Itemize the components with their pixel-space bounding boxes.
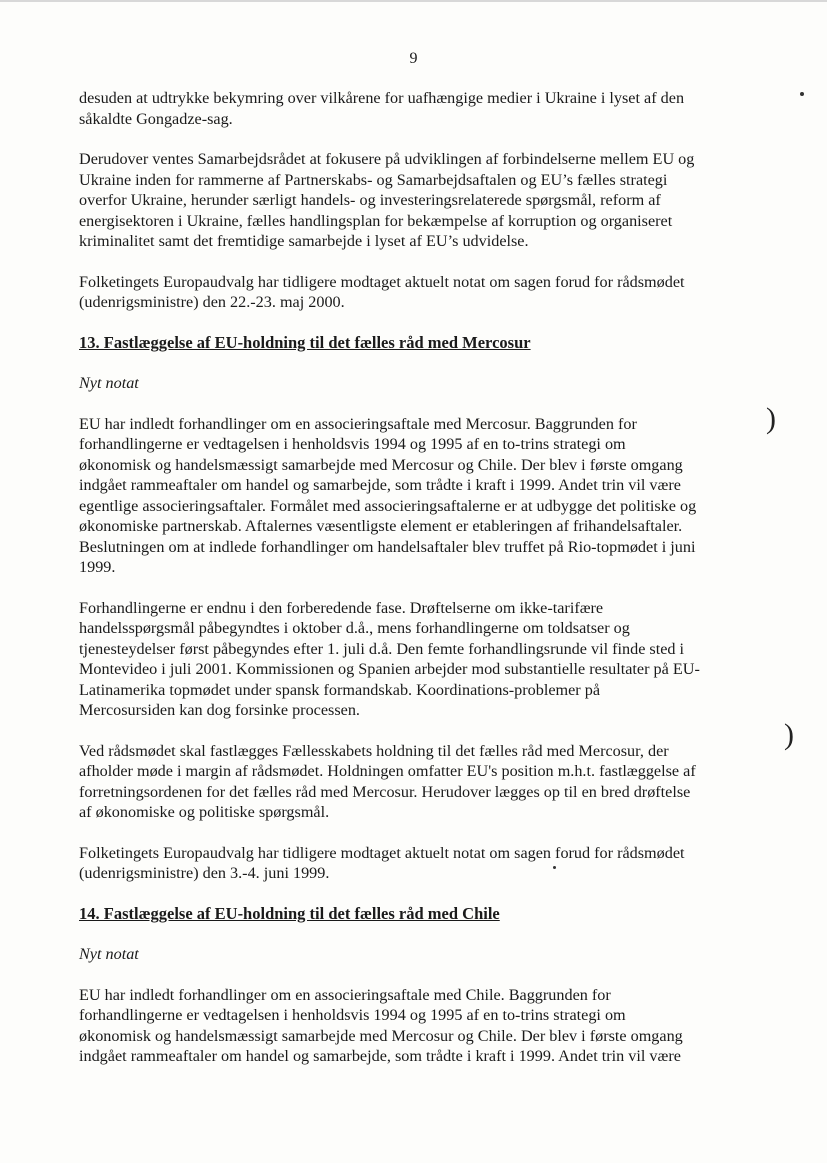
paragraph: EU har indledt forhandlinger om en associeringsaftale med Mercosur. Baggrunden for forhandlingerne er vedtagelsen i henholdsvis 1994 og 1995 af en to-trins strategi om økonomisk og handelsmæssigt samarbejde med Mercosur og Chile. Der blev i første omgang indgået rammeaftaler om handel og samarbejde, som trådte i kraft i 1999. Andet trin vil være egentlige associeringsaftaler. Formålet med associeringsaftalerne er at udbygge det politiske og økonomiske partnerskab. Aftalernes væsentligste element er etableringen af frihandelsaftaler. Beslutningen om at indlede forhandlinger om handelsaftaler blev truffet på Rio-topmødet i juni 1999. <box>79 414 697 576</box>
document-body <box>79 88 759 1087</box>
section-subheading: Nyt notat <box>79 945 139 963</box>
paragraph: desuden at udtrykke bekymring over vilkårene for uafhængige medier i Ukraine i lyset af den såkaldte Gongadze-sag. <box>79 89 685 128</box>
section-heading-14: 14. Fastlæggelse af EU-holdning til det fælles råd med Chile <box>79 903 500 923</box>
paragraph: Derudover ventes Samarbejdsrådet at fokusere på udviklingen af forbindelserne mellem EU og Ukraine inden for rammerne af Partnerskabs- og Samarbejdsaftalen og EU’s fælles strategi overfor Ukraine, herunder særligt handels- og investeringsrelaterede spørgsmål, reform af energisektoren i Ukraine, fælles handlingsplan for bekæmpelse af korruption og organiseret kriminalitet samt det fremtidige samarbejde i lyset af EU’s udvidelse. <box>79 150 695 250</box>
paragraph: Folketingets Europaudvalg har tidligere modtaget aktuelt notat om sagen forud for rådsmødet (udenrigsministre) den 22.-23. maj 2000. <box>79 272 685 311</box>
paragraph: Forhandlingerne er endnu i den forberedende fase. Drøftelserne om ikke-tarifære handelsspørgsmål påbegyndtes i oktober d.å., mens forhandlingerne om toldsatser og tjenesteydelser først påbegyndes efter 1. juli d.å. Den femte forhandlingsrunde vil finde sted i Montevideo i juli 2001. Kommissionen og Spanien arbejder mod substantielle resultater på EU- Latinamerika topmødet under spansk formandskab. Koordinations-problemer på Mercosursiden kan dog forsinke processen. <box>79 598 700 719</box>
section-heading-13: 13. Fastlæggelse af EU-holdning til det fælles råd med Mercosur <box>79 332 531 352</box>
page-number: 9 <box>409 50 418 67</box>
paragraph: Folketingets Europaudvalg har tidligere modtaget aktuelt notat om sagen forud for rådsmødet (udenrigsministre) den 3.-4. juni 1999. <box>79 843 685 882</box>
scan-dot-mark <box>800 92 804 96</box>
paragraph: Ved rådsmødet skal fastlægges Fællesskabets holdning til det fælles råd med Mercosur, der afholder møde i margin af rådsmødet. Holdningen omfatter EU's position m.h.t. fastlæggelse af forretningsordenen for det fælles råd med Mercosur. Herudover lægges op til en bred drøftelse af økonomiske og politiske spørgsmål. <box>79 741 696 821</box>
section-subheading: Nyt notat <box>79 374 139 392</box>
scan-bracket-mark: ) <box>784 718 794 751</box>
scan-bracket-mark: ) <box>766 402 776 435</box>
paragraph: EU har indledt forhandlinger om en associeringsaftale med Chile. Baggrunden for forhandlingerne er vedtagelsen i henholdsvis 1994 og 1995 af en to-trins strategi om økonomisk og handelsmæssigt samarbejde med Mercosur og Chile. Der blev i første omgang indgået rammeaftaler om handel og samarbejde, som trådte i kraft i 1999. Andet trin vil være <box>79 985 683 1065</box>
scan-top-edge <box>0 0 827 2</box>
